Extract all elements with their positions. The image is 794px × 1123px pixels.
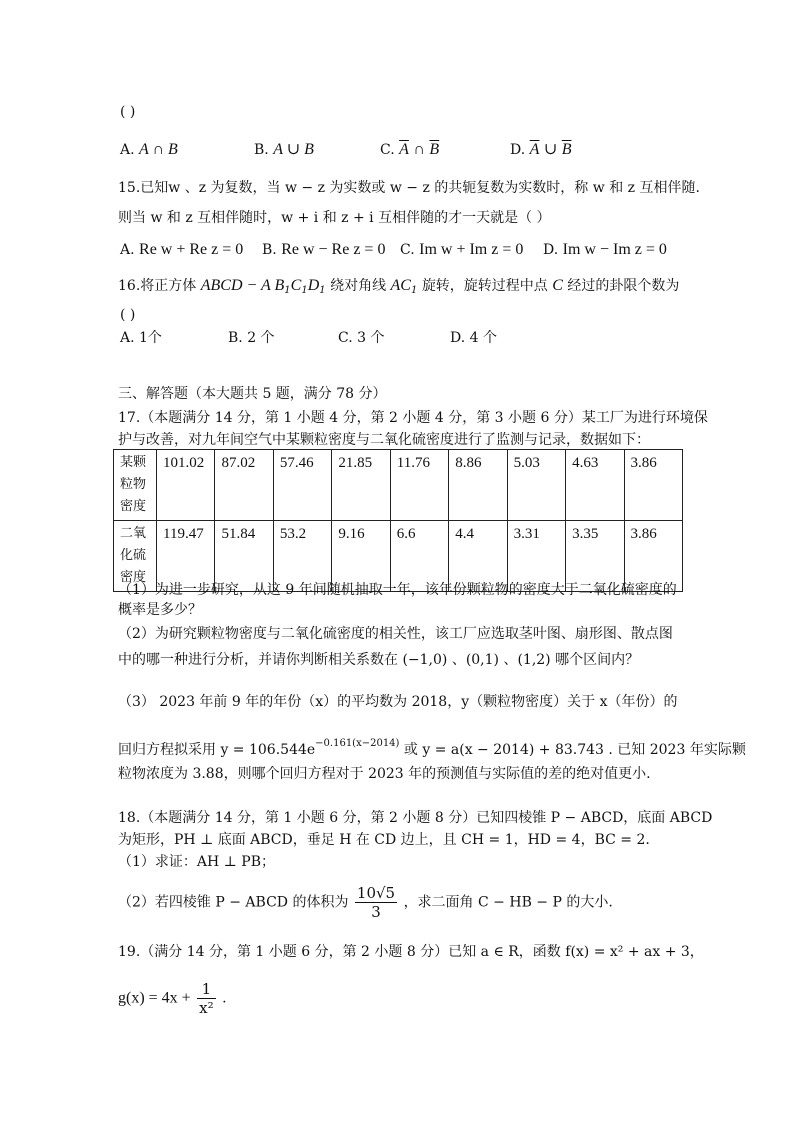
- option-expr: A ∪ B: [273, 141, 314, 158]
- q14-option-b: [254, 140, 314, 159]
- q16-cube-name: ABCD − A: [200, 277, 271, 294]
- option-letter: A.: [120, 330, 135, 346]
- option-text: 2 个: [247, 330, 275, 346]
- option-expr: Re w − Re z = 0: [281, 241, 386, 258]
- option-op: ∩: [413, 141, 425, 158]
- option-letter: D.: [450, 330, 466, 346]
- q17-part1-a: （1）为进一步研究，从这 9 年间随机抽取一年，该年份颗粒物的密度大于二氧化硫密度的: [118, 582, 677, 598]
- q16-line1: 16.将正方体 ABCD − A $B_1C_1D_1$ 绕对角线 $AC_1$ 旋转，旋转过程中点 C 经过的卦限个数为: [118, 277, 680, 296]
- option-letter: C.: [380, 142, 395, 158]
- regression-eq-1: 回归方程拟采用 y = 106.544e: [118, 742, 316, 758]
- option-set-a: $\overline{A}$: [529, 141, 540, 158]
- option-letter: B.: [262, 242, 277, 258]
- table-cell: 9.16: [332, 521, 390, 592]
- table-cell: 8.86: [449, 450, 507, 521]
- q16-text-b: 绕对角线: [330, 278, 387, 294]
- g-fraction: [197, 980, 215, 1017]
- regression-exponent: −0.161(x−2014): [315, 738, 400, 749]
- table-cell: 3.86: [624, 521, 683, 592]
- option-letter: D.: [510, 142, 526, 158]
- section-heading: 三、解答题（本大题共 5 题，满分 78 分）: [118, 386, 387, 402]
- table-cell: 4.63: [566, 450, 624, 521]
- q15-option-d: [543, 240, 667, 259]
- q15-option-c: [400, 240, 523, 259]
- g-expr: g(x) = 4x +: [118, 989, 191, 1007]
- option-letter: A.: [120, 142, 135, 158]
- q17-part3-b: [118, 738, 746, 759]
- option-text: 1个: [139, 330, 162, 346]
- q16-text-d: 经过的卦限个数为: [567, 278, 680, 294]
- option-letter: C.: [338, 330, 353, 346]
- option-letter: D.: [543, 242, 559, 258]
- q18-intro2: 为矩形，PH ⊥ 底面 ABCD，垂足 H 在 CD 边上，且 CH = 1，HD = 4，BC = 2.: [118, 832, 650, 848]
- q14-option-c: [380, 140, 439, 159]
- regression-eq-2: 或 y = a(x − 2014) + 83.743 . 已知 2023 年实际颗: [399, 742, 746, 758]
- fraction-denominator: x²: [199, 999, 214, 1017]
- q14-paren: ( ): [120, 104, 136, 120]
- volume-fraction: [355, 884, 397, 921]
- q16-option-a: [120, 330, 162, 347]
- table-cell: 5.03: [507, 450, 565, 521]
- row-header: 某颗粒物密度: [114, 450, 157, 521]
- fraction-numerator: 1: [197, 980, 215, 999]
- option-expr: Im w + Im z = 0: [419, 241, 524, 258]
- option-letter: B.: [228, 330, 243, 346]
- q18-intro1: 18.（本题满分 14 分，第 1 小题 6 分，第 2 小题 8 分）已知四棱锥 P − ABCD，底面 ABCD: [118, 810, 713, 826]
- table-cell: 51.84: [215, 521, 273, 592]
- g-end: .: [222, 990, 227, 1007]
- option-text: 3 个: [357, 330, 385, 346]
- q16-option-d: [450, 330, 497, 347]
- option-set-b: $\overline{B}$: [561, 141, 572, 158]
- q19-g-function: [118, 980, 227, 1017]
- table-cell: 57.46: [273, 450, 331, 521]
- q18-part2-tail: ，求二面角 C − HB − P 的大小.: [403, 894, 613, 911]
- option-letter: A.: [120, 242, 135, 258]
- option-expr: Re w + Re z = 0: [139, 241, 244, 258]
- q18-part2-text: （2）若四棱锥 P − ABCD 的体积为: [118, 894, 349, 911]
- q15-line1: 15.已知w 、z 为复数，当 w − z 为实数或 w − z 的共轭复数为实数时，称 w 和 z 互相伴随.: [118, 180, 700, 196]
- q17-part2-a: （2）为研究颗粒物密度与二氧化硫密度的相关性，该工厂应选取茎叶图、扇形图、散点图: [118, 626, 673, 642]
- q16-paren: ( ): [120, 307, 136, 323]
- table-cell: 4.4: [449, 521, 507, 592]
- q14-option-a: [120, 140, 178, 159]
- table-cell: 101.02: [157, 450, 215, 521]
- option-letter: C.: [400, 242, 415, 258]
- q15-line2: 则当 w 和 z 互相伴随时，w + i 和 z + i 互相伴随的才一天就是（ ）: [118, 210, 551, 226]
- q17-part2-b: 中的哪一种进行分析，并请你判断相关系数在 (−1,0) 、(0,1) 、(1,2) 哪个区间内？: [118, 652, 640, 668]
- table-cell: 3.35: [566, 521, 624, 592]
- q15-option-b: [262, 240, 385, 259]
- option-expr: Im w − Im z = 0: [562, 241, 667, 258]
- fraction-denominator: 3: [371, 903, 381, 921]
- q18-part1: （1）求证：AH ⊥ PB；: [118, 854, 276, 870]
- table-cell: 87.02: [215, 450, 273, 521]
- fraction-numerator: 10√5: [356, 884, 396, 902]
- option-set-b: $\overline{B}$: [429, 141, 440, 158]
- table-cell: 21.85: [332, 450, 390, 521]
- option-set-a: $\overline{A}$: [399, 141, 409, 158]
- q17-intro1: 17.（本题满分 14 分，第 1 小题 4 分，第 2 小题 4 分，第 3 小题 6 分）某工厂为进行环境保: [118, 410, 708, 426]
- q16-text-c: 旋转，旋转过程中点: [421, 278, 548, 294]
- option-letter: B.: [254, 142, 269, 158]
- q16-option-b: [228, 330, 275, 347]
- row-header: 二氧化硫密度: [114, 521, 157, 592]
- q16-option-c: [338, 330, 384, 347]
- q15-option-a: [120, 240, 243, 259]
- q17-part3-c: 粒物浓度为 3.88，则哪个回归方程对于 2023 年的预测值与实际值的差的绝对值更小.: [118, 766, 651, 782]
- option-text: 4 个: [469, 330, 497, 346]
- q19-intro: 19.（满分 14 分，第 1 小题 6 分，第 2 小题 8 分）已知 a ∈ R，函数 f(x) = x² + ax + 3，: [118, 944, 704, 960]
- q17-intro2: 护与改善，对九年间空气中某颗粒密度与二氧化硫密度进行了监测与记录，数据如下：: [118, 432, 650, 448]
- table-row: [114, 450, 683, 521]
- q16-text-a: 16.将正方体: [118, 278, 197, 294]
- table-cell: 6.6: [390, 521, 448, 592]
- q17-part1-b: 概率是多少？: [118, 602, 202, 618]
- table-cell: 53.2: [273, 521, 331, 592]
- table-cell: 11.76: [390, 450, 448, 521]
- option-expr: A ∩ B: [139, 141, 178, 158]
- table-row: [114, 521, 683, 592]
- option-op: ∪: [543, 141, 558, 158]
- q17-part3-a: （3） 2023 年前 9 年的年份（x）的平均数为 2018，y（颗粒物密度）关于 x（年份）的: [118, 694, 678, 710]
- data-table: [113, 449, 683, 592]
- table-cell: 3.86: [624, 450, 683, 521]
- q18-part2: [118, 884, 613, 921]
- q14-option-d: [510, 140, 572, 159]
- table-cell: 3.31: [507, 521, 565, 592]
- table-cell: 119.47: [157, 521, 215, 592]
